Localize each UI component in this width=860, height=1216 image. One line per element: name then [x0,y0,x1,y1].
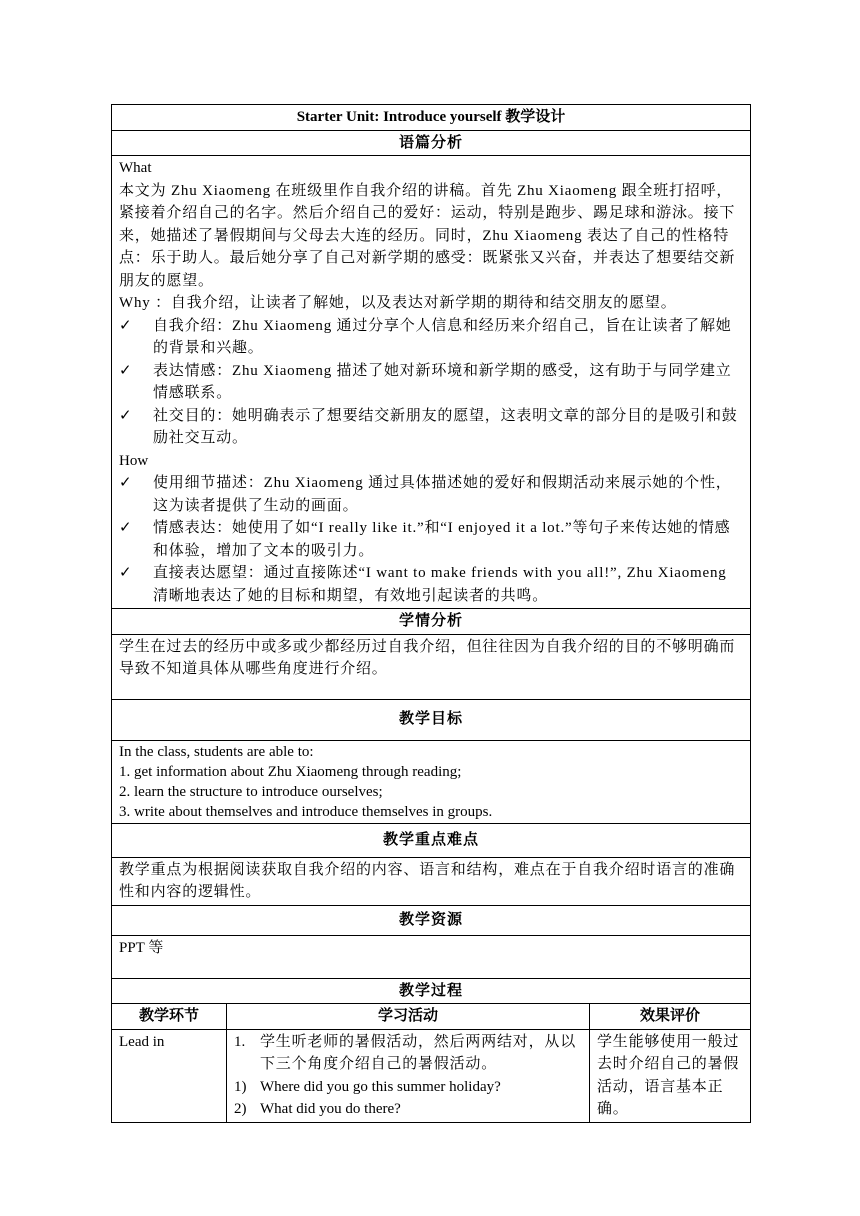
how-label: How [119,452,149,469]
why-item: ✓ 表达情感：Zhu Xiaomeng 描述了她对新环境和新学期的感受，这有助于与同学建立情感联系。 [119,360,743,405]
objective-item: 1. get information about Zhu Xiaomeng through reading; [119,763,462,780]
check-icon: ✓ [119,362,132,379]
lesson-plan-page [111,104,750,1123]
objectives-intro: In the class, students are able to: [119,743,314,760]
key-points-body: 教学重点为根据阅读获取自我介绍的内容、语言和结构，难点在于自我介绍时语言的准确性和内容的逻辑性。 [112,857,751,905]
what-label: What [119,160,152,176]
check-icon: ✓ [119,565,132,581]
how-item: ✓ 使用细节描述：Zhu Xiaomeng 通过具体描述她的爱好和假期活动来展示她的个性，这为读者提供了生动的画面。 [119,472,743,517]
check-icon: ✓ [119,407,132,424]
activity-cell [227,1029,590,1122]
document-title: Starter Unit: Introduce yourself 教学设计 [112,105,751,131]
what-paragraph: 本文为 Zhu Xiaomeng 在班级里作自我介绍的讲稿。首先 Zhu Xiaomeng 跟全班打招呼，紧接着介绍自己的名字。然后介绍自己的爱好：运动，特别是跑步、踢足球和游泳。接下来，她描述了暑假期间与父母去大连的经历。同时，Zhu Xiaomeng 表达了自己的性格特点：乐于助人。最后她分享了自己对新学期的感受：既紧张又兴奋，并表达了想要结交新朋友的愿望。 [119,182,736,289]
how-item: ✓ 情感表达：她使用了如“I really like it.”和“I enjoyed it a lot.”等句子来传达她的情感和体验，增加了文本的吸引力。 [119,517,743,562]
column-header-activity: 学习活动 [227,1004,590,1030]
table-row [112,1029,751,1122]
process-heading: 教学过程 [112,978,751,1004]
activity-sub-item: 1) Where did you go this summer holiday? [234,1078,501,1095]
how-item: ✓ 直接表达愿望：通过直接陈述“I want to make friends with you all!”, Zhu Xiaomeng 清晰地表达了她的目标和期望，有效地引起读者的共鸣。 [119,562,743,607]
activity-main: 1. 学生听老师的暑假活动，然后两两结对，从以下三个角度介绍自己的暑假活动。 [234,1033,577,1072]
why-line: Why ：自我介绍，让读者了解她，以及表达对新学期的期待和结交朋友的愿望。 [119,295,677,311]
text-analysis-heading: 语篇分析 [112,130,751,156]
evaluation-cell: 学生能够使用一般过去时介绍自己的暑假活动，语言基本正确。 [590,1029,751,1122]
check-icon: ✓ [119,317,132,334]
student-analysis-heading: 学情分析 [112,609,751,635]
why-item: ✓ 自我介绍：Zhu Xiaomeng 通过分享个人信息和经历来介绍自己，旨在让读者了解她的背景和兴趣。 [119,315,743,360]
activity-sub-item: 2) What did you do there? [234,1101,401,1117]
column-header-evaluation: 效果评价 [590,1004,751,1030]
objectives-body [112,740,751,823]
objective-item: 3. write about themselves and introduce themselves in groups. [119,803,493,820]
student-analysis-body: 学生在过去的经历中或多或少都经历过自我介绍，但往往因为自我介绍的目的不够明确而导致不知道具体从哪些角度进行介绍。 [112,634,751,699]
key-points-heading: 教学重点难点 [112,823,751,857]
resources-heading: 教学资源 [112,905,751,935]
objectives-heading: 教学目标 [112,699,751,740]
check-icon: ✓ [119,475,132,491]
resources-body: PPT 等 [112,935,751,978]
column-header-stage: 教学环节 [112,1004,227,1030]
stage-cell: Lead in [112,1029,227,1122]
objective-item: 2. learn the structure to introduce ourselves; [119,783,383,800]
check-icon: ✓ [119,520,132,536]
why-item: ✓ 社交目的：她明确表示了想要结交新朋友的愿望，这表明文章的部分目的是吸引和鼓励社交互动。 [119,405,743,450]
lesson-plan-table [111,104,751,1123]
text-analysis-body [112,156,751,609]
